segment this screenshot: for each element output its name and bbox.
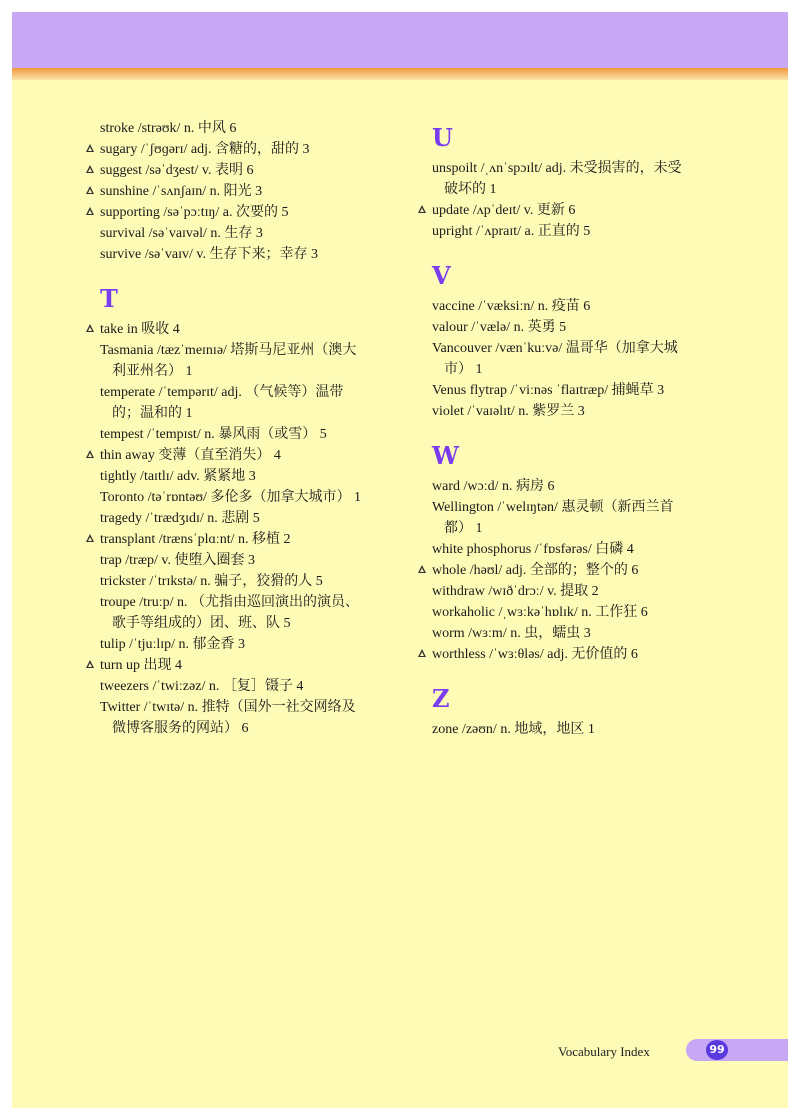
vocab-entry — [88, 118, 418, 139]
triangle-marker-icon — [86, 450, 94, 458]
section-gap — [420, 665, 750, 679]
vocab-entry-text: Wellington /ˈwelɪŋtən/ 惠灵顿（新西兰首 — [432, 500, 674, 515]
vocab-entry — [420, 719, 750, 740]
vocab-entry-text: Vancouver /vænˈkuːvə/ 温哥华（加拿大城 — [432, 341, 678, 356]
triangle-marker-icon — [86, 324, 94, 332]
vocab-entry — [88, 382, 418, 424]
vocab-entry — [88, 160, 418, 181]
vocab-entry-text: ward /wɔːd/ n. 病房 6 — [432, 479, 555, 494]
vocab-entry — [88, 424, 418, 445]
vocab-entry-text: upright /ˈʌpraɪt/ a. 正直的 5 — [432, 224, 591, 239]
vocab-entry — [88, 571, 418, 592]
vocab-entry-text: trickster /ˈtrɪkstə/ n. 骗子，狡猾的人 5 — [100, 574, 323, 589]
footer-label: Vocabulary Index — [558, 1044, 650, 1059]
vocab-entry-text: sunshine /ˈsʌnʃaɪn/ n. 阳光 3 — [100, 184, 263, 199]
section-letter: V — [432, 261, 451, 290]
section-gap — [420, 242, 750, 256]
vocab-entry — [420, 296, 750, 317]
vocab-entry-text: suggest /səˈdʒest/ v. 表明 6 — [100, 163, 254, 178]
vocab-entry-text: tragedy /ˈtrædʒɪdɪ/ n. 悲剧 5 — [100, 511, 260, 526]
vocab-entry-text: transplant /trænsˈplɑːnt/ n. 移植 2 — [100, 532, 291, 547]
vocab-entry-text: Tasmania /tæzˈmeɪnɪə/ 塔斯马尼亚州（澳大 — [100, 343, 357, 358]
vocabulary-page — [12, 12, 788, 1108]
vocab-entry-continuation: 市） 1 — [444, 362, 483, 377]
vocab-entry — [420, 200, 750, 221]
vocab-entry-text: tempest /ˈtempɪst/ n. 暴风雨（或雪） 5 — [100, 427, 327, 442]
vocab-entry — [88, 202, 418, 223]
triangle-marker-icon — [86, 534, 94, 542]
vocab-entry-text: temperate /ˈtempərɪt/ adj. （气候等）温带 — [100, 385, 344, 400]
vocab-entry — [420, 560, 750, 581]
section-letter: Z — [432, 684, 450, 713]
header-stripe — [12, 68, 788, 80]
vocab-entry — [88, 676, 418, 697]
section-letter: T — [100, 284, 118, 313]
vocab-entry-text: Venus flytrap /ˈviːnəs ˈflaɪtræp/ 捕蝇草 3 — [432, 383, 665, 398]
left-column — [88, 118, 418, 739]
vocab-entry-text: worm /wɜːm/ n. 虫，蠕虫 3 — [432, 626, 591, 641]
vocab-entry-text: valour /ˈvælə/ n. 英勇 5 — [432, 320, 567, 335]
vocab-entry — [88, 508, 418, 529]
vocab-entry-text: withdraw /wɪðˈdrɔː/ v. 提取 2 — [432, 584, 599, 599]
triangle-marker-icon — [86, 165, 94, 173]
vocab-entry-text: workaholic /ˌwɜːkəˈhɒlɪk/ n. 工作狂 6 — [432, 605, 648, 620]
section-letter: W — [432, 441, 459, 470]
vocab-entry — [88, 655, 418, 676]
vocab-entry — [88, 634, 418, 655]
vocab-entry — [88, 466, 418, 487]
vocab-entry-text: survive /səˈvaɪv/ v. 生存下来；幸存 3 — [100, 247, 319, 262]
vocab-entry — [420, 623, 750, 644]
vocab-entry — [420, 602, 750, 623]
page-number-badge: 99 — [706, 1040, 728, 1060]
vocab-entry-continuation: 都） 1 — [444, 521, 483, 536]
vocab-entry-continuation: 微博客服务的网站） 6 — [112, 721, 249, 736]
vocab-entry-continuation: 的；温和的 1 — [112, 406, 193, 421]
vocab-entry-text: tweezers /ˈtwiːzəz/ n. ［复］镊子 4 — [100, 679, 304, 694]
vocab-entry — [88, 697, 418, 739]
vocab-entry — [420, 338, 750, 380]
vocab-entry-continuation: 歌手等组成的）团、班、队 5 — [112, 616, 291, 631]
vocab-entry — [88, 181, 418, 202]
vocab-entry — [88, 592, 418, 634]
vocab-entry-text: unspoilt /ˌʌnˈspɔɪlt/ adj. 未受损害的，未受 — [432, 161, 682, 176]
vocab-entry-continuation: 破坏的 1 — [444, 182, 497, 197]
vocab-entry-text: worthless /ˈwɜːθləs/ adj. 无价值的 6 — [432, 647, 638, 662]
section-gap — [88, 265, 418, 279]
vocab-entry-text: vaccine /ˈvæksiːn/ n. 疫苗 6 — [432, 299, 591, 314]
vocab-entry — [88, 139, 418, 160]
vocab-entry-text: sugary /ˈʃʊɡərɪ/ adj. 含糖的，甜的 3 — [100, 142, 310, 157]
vocab-entry-text: violet /ˈvaɪəlɪt/ n. 紫罗兰 3 — [432, 404, 585, 419]
vocab-entry-text: zone /zəʊn/ n. 地域，地区 1 — [432, 722, 595, 737]
triangle-marker-icon — [418, 205, 426, 213]
vocab-entry — [420, 476, 750, 497]
vocab-entry — [88, 244, 418, 265]
vocab-entry — [88, 487, 418, 508]
triangle-marker-icon — [86, 207, 94, 215]
footer-pill — [686, 1039, 788, 1061]
vocab-entry — [420, 221, 750, 242]
vocab-entry — [88, 340, 418, 382]
vocab-entry-text: troupe /truːp/ n. （尤指由巡回演出的演员、 — [100, 595, 359, 610]
vocab-entry — [88, 550, 418, 571]
vocab-entry — [420, 644, 750, 665]
vocab-entry-text: Toronto /təˈrɒntəʊ/ 多伦多（加拿大城市） 1 — [100, 490, 361, 505]
vocab-entry-text: supporting /səˈpɔːtɪŋ/ a. 次要的 5 — [100, 205, 289, 220]
right-column — [420, 118, 750, 740]
triangle-marker-icon — [86, 660, 94, 668]
vocab-entry-text: tightly /taɪtlɪ/ adv. 紧紧地 3 — [100, 469, 256, 484]
vocab-entry — [420, 380, 750, 401]
vocab-entry — [88, 529, 418, 550]
vocab-entry-continuation: 利亚州名） 1 — [112, 364, 193, 379]
vocab-entry-text: survival /səˈvaɪvəl/ n. 生存 3 — [100, 226, 263, 241]
section-gap — [420, 422, 750, 436]
vocab-entry — [420, 581, 750, 602]
vocab-entry-text: stroke /strəʊk/ n. 中风 6 — [100, 121, 237, 136]
vocab-entry — [88, 223, 418, 244]
vocab-entry-text: update /ʌpˈdeɪt/ v. 更新 6 — [432, 203, 576, 218]
vocab-entry — [420, 317, 750, 338]
vocab-entry-text: tulip /ˈtjuːlɪp/ n. 郁金香 3 — [100, 637, 246, 652]
vocab-entry-text: Twitter /ˈtwɪtə/ n. 推特（国外一社交网络及 — [100, 700, 356, 715]
section-letter: U — [432, 123, 453, 152]
vocab-entry — [88, 445, 418, 466]
triangle-marker-icon — [418, 565, 426, 573]
vocab-entry-text: turn up 出现 4 — [100, 658, 183, 673]
vocab-entry — [420, 539, 750, 560]
vocab-entry — [420, 158, 750, 200]
vocab-entry-text: thin away 变薄（直至消失） 4 — [100, 448, 281, 463]
vocab-entry-text: whole /həʊl/ adj. 全部的；整个的 6 — [432, 563, 639, 578]
vocab-entry — [420, 497, 750, 539]
triangle-marker-icon — [86, 144, 94, 152]
triangle-marker-icon — [418, 649, 426, 657]
vocab-entry-text: take in 吸收 4 — [100, 322, 180, 337]
triangle-marker-icon — [86, 186, 94, 194]
vocab-entry — [420, 401, 750, 422]
vocab-entry — [88, 319, 418, 340]
header-band — [12, 12, 788, 68]
vocab-entry-text: trap /træp/ v. 使堕入圈套 3 — [100, 553, 256, 568]
vocab-entry-text: white phosphorus /ˈfɒsfərəs/ 白磷 4 — [432, 542, 634, 557]
